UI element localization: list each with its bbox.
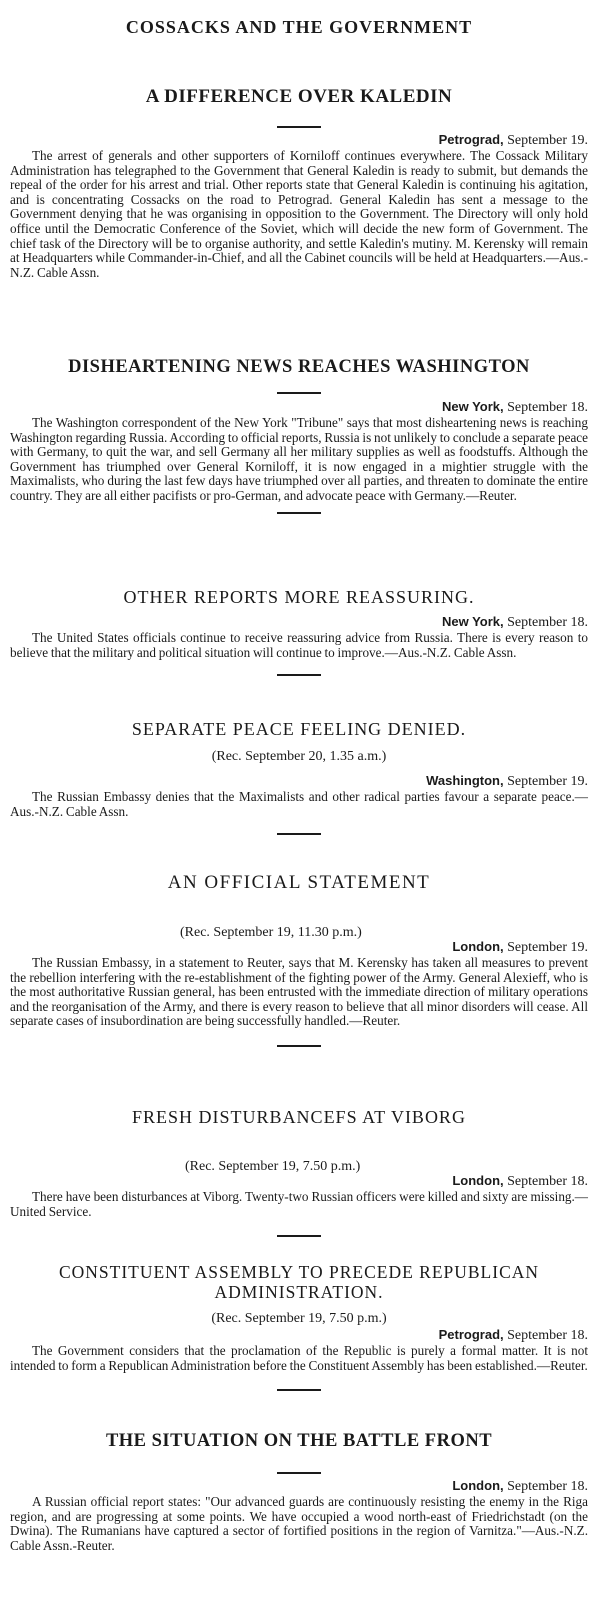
article-body: There have been disturbances at Viborg. Twenty-two Russian officers were killed and sixty are missing.—United Service.: [10, 1189, 588, 1219]
dateline: [10, 399, 588, 416]
article-body: A Russian official report states: "Our advanced guards are continuously resisting the enemy in the Riga region, and are progressing at some points. We have occupied a wood north-east of Friedrichstadt (on the Dwina). The Rumanians have captured a sector of fortified positions in the region of Varnitza."—Aus.-N.Z. Cable Assn.-Reuter.: [10, 1494, 588, 1553]
dateline-date: September 18.: [507, 1479, 588, 1494]
headline-rule: [277, 126, 321, 128]
dateline: [10, 1173, 588, 1190]
section-rule: [277, 1389, 321, 1391]
article-body: The Washington correspondent of the New York "Tribune" says that most disheartening news is reaching Washington regarding Russia. According to official reports, Russia is not unlikely to conclude a separate peace with Germany, to quit the war, and sell Germany all her military supplies as well as foodstuffs. Although the Government has triumphed over General Korniloff, it is now engaged in a mightier struggle with the Maximalists, who during the last few days have triumphed over all parties, and threaten to dominate the entire country. They are all either pacifists or pro-German, and advocate peace with Germany.—Reuter.: [10, 415, 588, 503]
article-headline: DISHEARTENING NEWS REACHES WASHINGTON: [68, 357, 530, 377]
article-headline: THE SITUATION ON THE BATTLE FRONT: [105, 1431, 493, 1451]
article-constituent-assembly: [10, 1262, 588, 1391]
dateline: [10, 939, 588, 956]
section-rule: [277, 512, 321, 514]
article-washington: [10, 354, 588, 514]
received-time: (Rec. September 19, 11.30 p.m.): [180, 925, 362, 940]
dateline: [10, 132, 588, 149]
article-reassuring: [10, 584, 588, 676]
article-body: The Government considers that the proclamation of the Republic is purely a formal matter. It is not intended to form a Republican Administration before the Constituent Assembly has been established.—Reuter.: [10, 1343, 588, 1373]
dateline-place: Washington,: [426, 773, 504, 788]
article-headline: CONSTITUENT ASSEMBLY TO PRECEDE REPUBLICAN ADMINISTRATION.: [58, 1262, 540, 1302]
article-official-statement: [10, 870, 588, 1047]
dateline-date: September 19.: [507, 774, 588, 789]
article-headline: SEPARATE PEACE FEELING DENIED.: [131, 719, 467, 739]
received-time: (Rec. September 19, 7.50 p.m.): [211, 1311, 387, 1326]
section-rule: [277, 833, 321, 835]
dateline-date: September 19.: [507, 940, 588, 955]
article-viborg: [10, 1104, 588, 1237]
dateline-date: September 18.: [507, 1174, 588, 1189]
dateline-date: September 19.: [507, 133, 588, 148]
dateline-date: September 18.: [507, 1328, 588, 1343]
dateline: [10, 614, 588, 631]
dateline-place: New York,: [441, 614, 504, 629]
dateline-date: September 18.: [507, 400, 588, 415]
dateline-place: London,: [452, 1173, 504, 1188]
main-title-block: [10, 14, 588, 40]
article-body: The arrest of generals and other supporters of Korniloff continues everywhere. The Cossack Military Administration has telegraphed to the Government that General Kaledin is ready to submit, but demands the repeal of the order for his arrest and trial. Other reports state that General Kaledin is continuing his agitation, and is concentrating Cossacks on the road to Petrograd. General Kaledin has sent a message to the Government denying that he was organising in opposition to the Government. The Directory will only hold office until the Democratic Conference of the Soviet, which will decide the new form of Government. The chief task of the Directory will be to organise authority, and settle Kaledin's mutiny. M. Kerensky will remain at Headquarters while Commander-in-Chief, and all the Cabinet councils will be held at Headquarters.—Aus.-N.Z. Cable Assn.: [10, 148, 588, 280]
headline-rule: [277, 1472, 321, 1474]
section-rule: [277, 1235, 321, 1237]
section-rule: [277, 674, 321, 676]
article-headline: A DIFFERENCE OVER KALEDIN: [145, 86, 453, 107]
section-rule: [277, 1045, 321, 1047]
article-headline: FRESH DISTURBANCEFS AT VIBORG: [132, 1107, 466, 1127]
dateline-place: Petrograd,: [438, 1327, 504, 1342]
dateline-place: New York,: [441, 399, 504, 414]
article-headline: OTHER REPORTS MORE REASSURING.: [123, 587, 475, 607]
article-battle-front: [10, 1428, 588, 1553]
article-body: The Russian Embassy, in a statement to Reuter, says that M. Kerensky has taken all measures to prevent the rebellion interfering with the re-establishment of the fighting power of the Army. General Alexieff, who is the most authoritative Russian general, has been entrusted with the immediate direction of military operations and the reorganisation of the Army, and there is every reason to believe that all minor disorders will cease. All separate cases of insubordination are being successfully handled.—Reuter.: [10, 955, 588, 1029]
article-headline: AN OFFICIAL STATEMENT: [167, 872, 431, 893]
article-body: The United States officials continue to receive reassuring advice from Russia. There is every reason to believe that the military and political situation will continue to improve.—Aus.-N.Z. Cable Assn.: [10, 630, 588, 660]
dateline: [10, 1478, 588, 1495]
dateline-date: September 18.: [507, 615, 588, 630]
received-time: (Rec. September 19, 7.50 p.m.): [185, 1159, 361, 1174]
headline-rule: [277, 392, 321, 394]
article-body: The Russian Embassy denies that the Maximalists and other radical parties favour a separate peace.—Aus.-N.Z. Cable Assn.: [10, 789, 588, 819]
dateline-place: London,: [452, 1478, 504, 1493]
dateline: [10, 773, 588, 790]
dateline-place: London,: [452, 939, 504, 954]
received-time: (Rec. September 20, 1.35 a.m.): [211, 749, 387, 764]
dateline-place: Petrograd,: [438, 132, 504, 147]
article-peace-denied: [10, 716, 588, 835]
page-title: COSSACKS AND THE GOVERNMENT: [125, 17, 473, 37]
article-kaledin: [10, 84, 588, 280]
dateline: [10, 1327, 588, 1344]
